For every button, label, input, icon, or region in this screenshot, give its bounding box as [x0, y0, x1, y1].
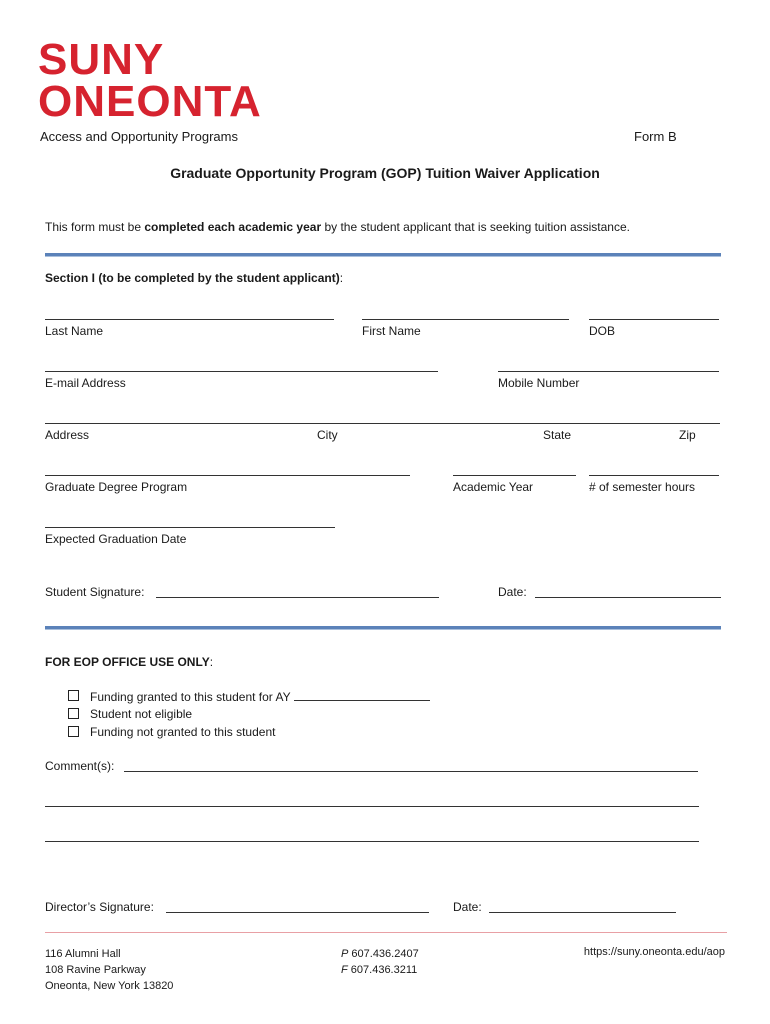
- grad-date-label: Expected Graduation Date: [45, 532, 187, 546]
- director-signature-label: Director’s Signature:: [45, 900, 154, 914]
- ay-line[interactable]: [294, 689, 430, 701]
- option-funding-granted-label: Funding granted to this student for AY: [90, 690, 291, 704]
- grad-date-line[interactable]: [45, 527, 335, 528]
- fax-label: F: [341, 964, 348, 976]
- director-signature-line[interactable]: [166, 912, 429, 913]
- comments-line-1[interactable]: [124, 771, 698, 772]
- footer-url[interactable]: https://suny.oneonta.edu/aop: [583, 946, 725, 958]
- dob-label: DOB: [589, 324, 616, 338]
- checkbox-funding-granted[interactable]: [68, 690, 79, 701]
- option-not-granted: Funding not granted to this student: [90, 725, 276, 739]
- city-label: City: [317, 428, 338, 442]
- mobile-line[interactable]: [498, 371, 719, 372]
- section1-heading-suffix: :: [339, 271, 344, 285]
- student-date-line[interactable]: [535, 597, 721, 598]
- footer-address-line-3: Oneonta, New York 13820: [45, 980, 174, 992]
- checkbox-not-granted[interactable]: [68, 726, 79, 737]
- last-name-label: Last Name: [45, 324, 104, 338]
- phone-label: P: [341, 948, 349, 960]
- office-heading: [45, 655, 213, 669]
- form-id: Form B: [634, 129, 677, 144]
- email-label: E-mail Address: [45, 376, 126, 390]
- office-heading-text: FOR EOP OFFICE USE ONLY: [45, 655, 210, 669]
- footer-address-line-2: 108 Ravine Parkway: [45, 964, 146, 976]
- comments-line-2[interactable]: [45, 806, 699, 807]
- last-name-line[interactable]: [45, 319, 334, 320]
- checkbox-not-eligible[interactable]: [68, 708, 79, 719]
- student-signature-label: Student Signature:: [45, 585, 145, 599]
- option-not-eligible: Student not eligible: [90, 707, 193, 721]
- degree-program-label: Graduate Degree Program: [45, 480, 188, 494]
- intro-after: by the student applicant that is seeking tuition assistance.: [321, 220, 630, 234]
- dob-line[interactable]: [589, 319, 719, 320]
- first-name-label: First Name: [362, 324, 421, 338]
- phone-number: 607.436.2407: [351, 948, 419, 960]
- intro-bold: completed each academic year: [144, 220, 322, 234]
- email-line[interactable]: [45, 371, 438, 372]
- director-date-label: Date:: [453, 900, 482, 914]
- address-line[interactable]: [45, 423, 720, 424]
- footer-contact: [341, 946, 419, 978]
- academic-year-line[interactable]: [453, 475, 576, 476]
- logo-line-1: SUNY: [38, 35, 165, 84]
- office-heading-suffix: :: [209, 655, 214, 669]
- mobile-label: Mobile Number: [498, 376, 580, 390]
- state-label: State: [543, 428, 572, 442]
- footer-fax: [341, 962, 419, 978]
- comments-line-3[interactable]: [45, 841, 699, 842]
- section1-heading: [45, 271, 343, 285]
- address-label: Address: [45, 428, 90, 442]
- intro-text: [45, 220, 630, 234]
- student-signature-line[interactable]: [156, 597, 439, 598]
- fax-number: 607.436.3211: [350, 964, 418, 976]
- footer-address: [45, 946, 173, 994]
- comments-label: Comment(s):: [45, 759, 115, 773]
- director-date-line[interactable]: [489, 912, 676, 913]
- logo-line-2: ONEONTA: [38, 77, 262, 126]
- section-divider-middle: [45, 626, 721, 630]
- academic-year-label: Academic Year: [453, 480, 534, 494]
- student-date-label: Date:: [498, 585, 527, 599]
- intro-before: This form must be: [45, 220, 145, 234]
- section1-heading-text: Section I (to be completed by the student applicant): [45, 271, 340, 285]
- form-title: Graduate Opportunity Program (GOP) Tuition Waiver Application: [170, 165, 600, 181]
- semester-hours-line[interactable]: [589, 475, 719, 476]
- semester-hours-label: # of semester hours: [589, 480, 696, 494]
- department-name: Access and Opportunity Programs: [40, 129, 238, 144]
- zip-label: Zip: [679, 428, 696, 442]
- section-divider-top: [45, 253, 721, 257]
- option-funding-granted: [90, 689, 430, 704]
- first-name-line[interactable]: [362, 319, 569, 320]
- suny-oneonta-logo: [38, 35, 300, 126]
- footer-divider: [45, 932, 727, 933]
- degree-program-line[interactable]: [45, 475, 410, 476]
- footer-phone: [341, 946, 419, 962]
- footer-address-line-1: 116 Alumni Hall: [45, 948, 121, 960]
